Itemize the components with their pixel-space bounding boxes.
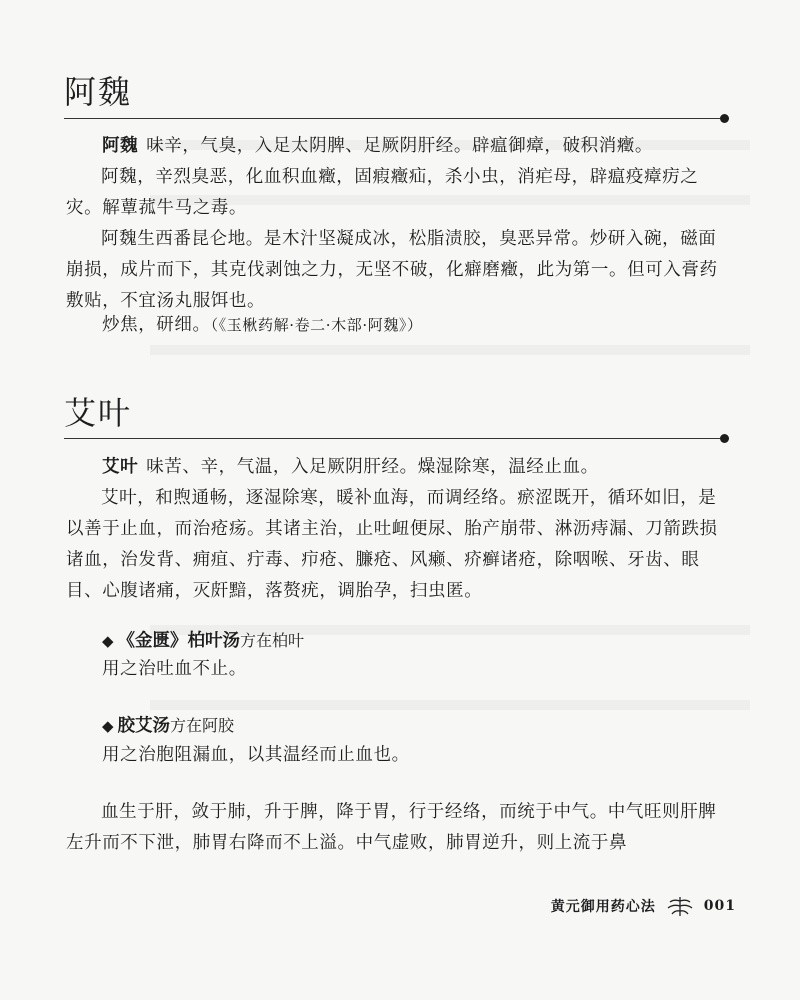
source-citation: （《玉楸药解·卷二·木部·阿魏》） bbox=[210, 316, 423, 334]
recipe-heading bbox=[102, 626, 304, 656]
show-through-shadow bbox=[150, 345, 750, 355]
body-paragraph: 阿魏，辛烈臭恶，化血积血癥，固瘕癥疝，杀小虫，消疟母，辟瘟疫瘴疠之灾。解蕈菰牛马之毒。 bbox=[66, 167, 699, 218]
heading-rule bbox=[64, 438, 720, 439]
section-heading: 艾叶 bbox=[64, 394, 133, 432]
diamond-bullet-icon: ◆ bbox=[102, 632, 114, 650]
section-header-aiye bbox=[64, 393, 734, 433]
body-paragraph: 艾叶，和煦通畅，逐湿除寒，暖补血海，而调经络。瘀涩既开，循环如旧，是以善于止血，而治疮疡。其诸主治，止吐衄便尿、胎产崩带、淋沥痔漏、刀箭跌损诸血，治发背、痈疽、疔毒、疖疮、臁疮、风癞、疥癣诸疮，除咽喉、牙齿、眼目、心腹诸痛，灭皯黯，落赘疣，调胎孕，扫虫匿。 bbox=[66, 488, 718, 601]
lead-text: 味辛，气臭，入足太阴脾、足厥阴肝经。辟瘟御瘴，破积消癥。 bbox=[146, 136, 654, 156]
recipe-name: 胶艾汤 bbox=[117, 716, 171, 736]
section-header-awei bbox=[64, 72, 734, 112]
recipe-name: 《金匮》柏叶汤 bbox=[117, 631, 241, 651]
preparation-line bbox=[102, 310, 732, 341]
diamond-bullet-icon: ◆ bbox=[102, 717, 114, 735]
heading-rule-dot bbox=[720, 114, 729, 123]
running-book-title: 黄元御用药心法 bbox=[550, 899, 656, 915]
leaf-ornament-icon bbox=[666, 895, 694, 917]
recipe-note: 方在阿胶 bbox=[170, 716, 235, 735]
lead-term: 阿魏 bbox=[102, 136, 139, 156]
page-number: 001 bbox=[703, 898, 736, 914]
recipe-usage: 用之治吐血不止。 bbox=[102, 659, 247, 679]
section-heading: 阿魏 bbox=[64, 73, 133, 111]
lead-term: 艾叶 bbox=[102, 457, 139, 477]
preparation-text: 炒焦，研细。 bbox=[102, 315, 211, 335]
lead-text: 味苦、辛，气温，入足厥阴肝经。燥湿除寒，温经止血。 bbox=[146, 457, 599, 477]
heading-rule bbox=[64, 118, 720, 119]
page-footer bbox=[551, 895, 736, 917]
lead-paragraph bbox=[102, 131, 732, 162]
recipe-heading bbox=[102, 711, 234, 741]
show-through-shadow bbox=[150, 700, 750, 710]
recipe-note: 方在柏叶 bbox=[240, 631, 305, 650]
recipe-usage: 用之治胞阻漏血，以其温经而止血也。 bbox=[102, 745, 410, 765]
heading-rule-dot bbox=[720, 434, 729, 443]
body-paragraph: 阿魏生西番昆仑地。是木汁坚凝成冰，松脂渍胶，臭恶异常。炒研入碗，磁面崩损，成片而下，其克伐剥蚀之力，无坚不破，化癖磨癥，此为第一。但可入膏药敷贴，不宜汤丸服饵也。 bbox=[66, 229, 718, 311]
lead-paragraph bbox=[102, 452, 732, 483]
closing-paragraph: 血生于肝，敛于肺，升于脾，降于胃，行于经络，而统于中气。中气旺则肝脾左升而不下泄，肺胃右降而不上溢。中气虚败，肺胃逆升，则上流于鼻 bbox=[66, 802, 717, 853]
